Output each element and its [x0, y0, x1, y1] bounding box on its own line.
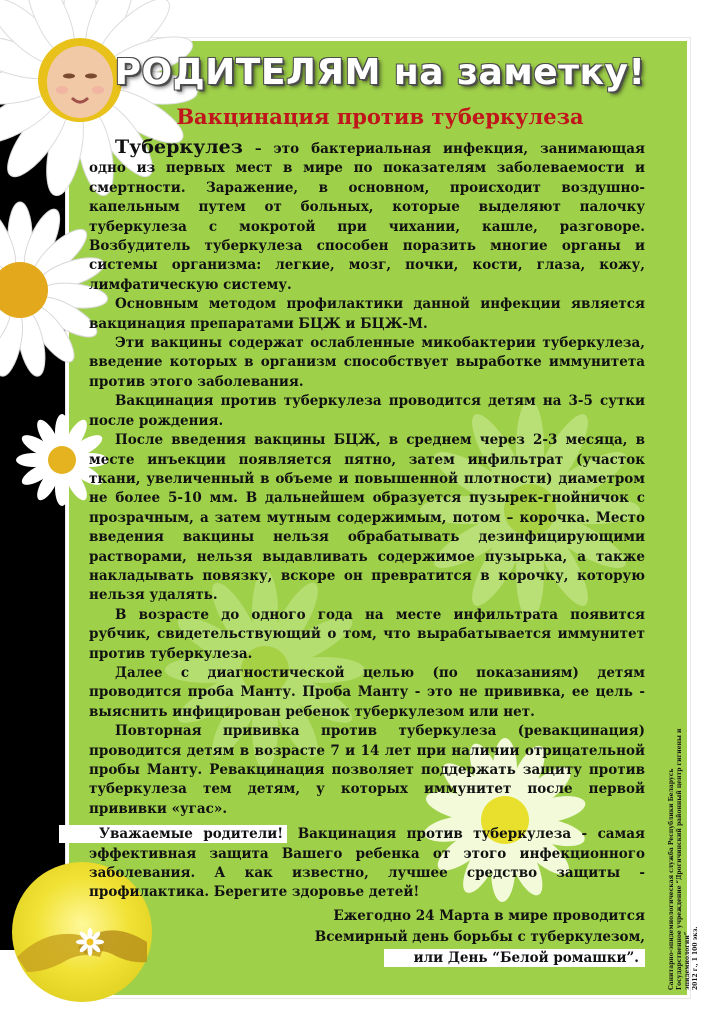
lead-term: Туберкулез — [115, 136, 243, 158]
publisher-line-3: 2012 г., 1 100 экз. — [692, 926, 699, 990]
paragraph-appeal: Уважаемые родители! Вакцинация против туберкулеза - самая эффективная защита Вашего ребенка от этого инфекционного заболевания. А как известно, лучшее средство защиты - профилактика. Берегите здоровье детей! — [89, 825, 645, 903]
appeal-lead: Уважаемые родители! — [59, 825, 287, 843]
closing-line-1: Ежегодно 24 Марта в мире проводится — [333, 908, 645, 924]
poster-title: РОДИТЕЛЯМ на заметку! — [114, 52, 646, 93]
publisher-line-2: Государственное учреждение “Дрогичинский районный центр гигиены и эпидемиологии” — [676, 728, 691, 990]
paragraph-mantoux: Далее с диагностической целью (по показаниям) детям проводится проба Манту. Проба Манту - это не прививка, ее цель - выяснить инфицирован ребенок туберкулезом или нет. — [89, 664, 645, 720]
paragraph-revaccination: Повторная прививка против туберкулеза (ревакцинация) проводится детям в возрасте 7 и 14 лет при наличии отрицательной пробы Манту. Ревакцинация позволяет поддержать защиту против туберкулеза тем детям, у которых иммунитет после первой прививки «угас». — [89, 723, 645, 817]
publisher-info — [668, 680, 700, 990]
closing-line-2: Всемирный день борьбы с туберкулезом, — [314, 929, 645, 945]
poster-subtitle: Вакцинация против туберкулеза — [176, 104, 584, 129]
paragraph-scar: В возрасте до одного года на месте инфильтрата появится рубчик, свидетельствующий о том, что вырабатывается иммунитет против туберкулеза. — [89, 606, 645, 662]
publisher-line-1: Санитарно-эпидемиологическая служба Республики Беларусь — [668, 768, 675, 990]
paragraph-vaccines: Эти вакцины содержат ослабленные микобактерии туберкулеза, введение которых в организм способствует выработке иммунитета против этого заболевания. — [89, 335, 645, 390]
closing-line-3: или День “Белой ромашки”. — [384, 949, 645, 967]
paragraph-definition: Туберкулез – это бактериальная инфекция, занимающая одно из первых мест в мире по показателям заболеваемости и смертности. Заражение, в основном, происходит воздушно-капельным путем от больных, которые выделяют палочку туберкулеза с мокротой при чихании, кашле, разговоре. Возбудитель туберкулеза способен поразить многие органы и системы организма: легкие, мозг, почки, кости, глаза, кожу, лимфатическую систему. — [89, 136, 645, 293]
paragraph-timing: Вакцинация против туберкулеза проводится детям на 3-5 сутки после рождения. — [89, 393, 645, 429]
article-body — [89, 138, 645, 903]
paragraph-reaction: После введения вакцины БЦЖ, в среднем через 2-3 месяца, в месте инъекции появляется пятно, затем инфильтрат (участок ткани, увеличенный в объеме и повышенной плотности) диаметром не более 5-10 мм. В дальнейшем образуется пузырек-гнойничок с прозрачным, а затем мутным содержимым, потом – корочка. Место введения вакцины нельзя обрабатывать дезинфицирующими растворами, нельзя выдавливать содержимое пузырька, а также накладывать повязку, вскоре он превратится в корочку, которую нельзя удалять. — [89, 432, 645, 604]
closing-note — [300, 906, 645, 969]
paragraph-prevention: Основным методом профилактики данной инфекции является вакцинация препаратами БЦЖ и БЦЖ-М. — [89, 296, 645, 332]
